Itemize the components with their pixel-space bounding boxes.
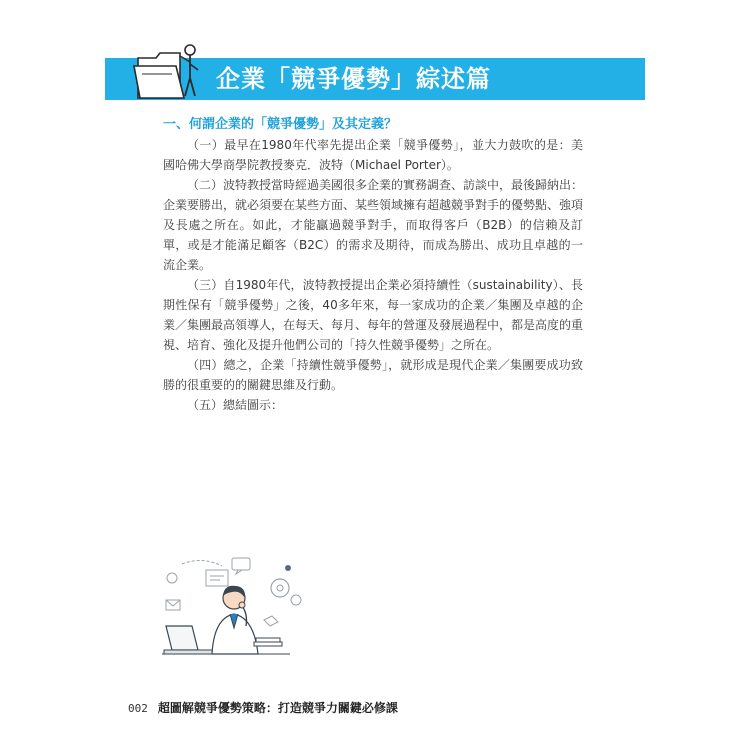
book-title: 超圖解競爭優勢策略：打造競爭力關鍵必修課 bbox=[157, 701, 398, 715]
page-footer bbox=[128, 699, 398, 716]
body-text bbox=[163, 135, 583, 415]
section-heading: 一、何謂企業的「競爭優勢」及其定義？ bbox=[163, 117, 398, 132]
paragraph-3: （三）自1980年代，波特教授提出企業必須持續性（sustainability）、長期性保有「競爭優勢」之後，40多年來，每一家成功的企業／集團及卓越的企業／集團最高領導人，在每天、每月、每年的營運及發展過程中，都是高度的重視、培育、強化及提升他們公司的「持久性競爭優勢」之所在。 bbox=[163, 278, 584, 352]
paragraph-1: （一）最早在1980年代率先提出企業「競爭優勢」，並大力鼓吹的是：美國哈佛大學商學院教授麥克．波特（Michael Porter）。 bbox=[163, 138, 583, 172]
folder-character-icon bbox=[128, 40, 208, 104]
businessman-thinking-illustration bbox=[162, 556, 312, 660]
page-number: 002 bbox=[128, 702, 148, 715]
paragraph-5: （五）總結圖示： bbox=[187, 398, 284, 412]
paragraph-4: （四）總之，企業「持續性競爭優勢」，就形成是現代企業／集團要成功致勝的很重要的的關鍵思維及行動。 bbox=[163, 358, 583, 392]
chapter-title: 企業「競爭優勢」綜述篇 bbox=[216, 65, 491, 93]
paragraph-2: （二）波特教授當時經過美國很多企業的實務調查、訪談中，最後歸納出：企業要勝出，就必須要在某些方面、某些領域擁有超越競爭對手的優勢點、強項及長處之所在。如此，才能贏過競爭對手，而取得客戶（B2B）的信賴及訂單，或是才能滿足顧客（B2C）的需求及期待，而成為勝出、成功且卓越的一流企業。 bbox=[163, 178, 584, 272]
